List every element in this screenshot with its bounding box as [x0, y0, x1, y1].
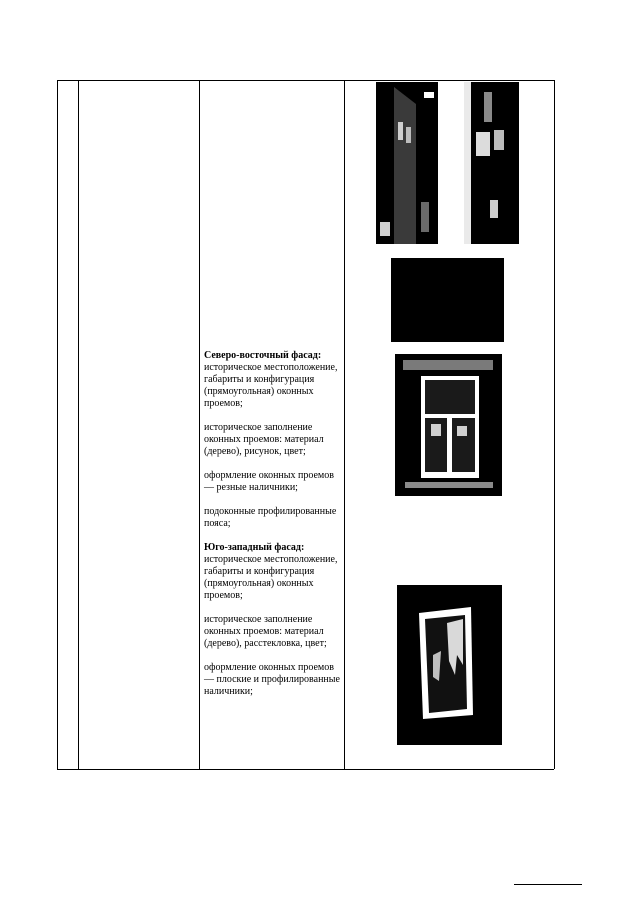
table-border-left	[57, 80, 58, 769]
southwest-facade-heading: Юго-западный фасад:	[204, 542, 305, 553]
facade-photo	[376, 82, 438, 244]
northeast-facade-heading: Северо-восточный фасад:	[204, 350, 322, 361]
table-column-divider	[344, 80, 345, 769]
table-border-right	[554, 80, 555, 769]
northeast-item: историческое местоположение, габариты и конфигурация (прямоугольная) оконных проемов;	[204, 362, 338, 409]
northeast-facade-text	[204, 350, 340, 710]
southwest-item: оформление оконных проемов — плоские и профилированные наличники;	[204, 662, 340, 697]
window-photo	[395, 354, 502, 496]
window-photo	[397, 585, 502, 745]
facade-photo	[464, 82, 519, 244]
northeast-item: подоконные профилированные пояса;	[204, 506, 337, 529]
facade-photo	[391, 258, 504, 342]
northeast-item: оформление оконных проемов — резные наличники;	[204, 470, 334, 493]
northeast-item: историческое заполнение оконных проемов: материал (дерево), рисунок, цвет;	[204, 422, 324, 457]
table-column-divider	[199, 80, 200, 769]
southwest-item: историческое заполнение оконных проемов: материал (дерево), расстекловка, цвет;	[204, 614, 327, 649]
table-column-divider	[78, 80, 79, 769]
footnote-rule	[514, 884, 582, 885]
southwest-item: историческое местоположение, габариты и конфигурация (прямоугольная) оконных проемов;	[204, 554, 338, 601]
